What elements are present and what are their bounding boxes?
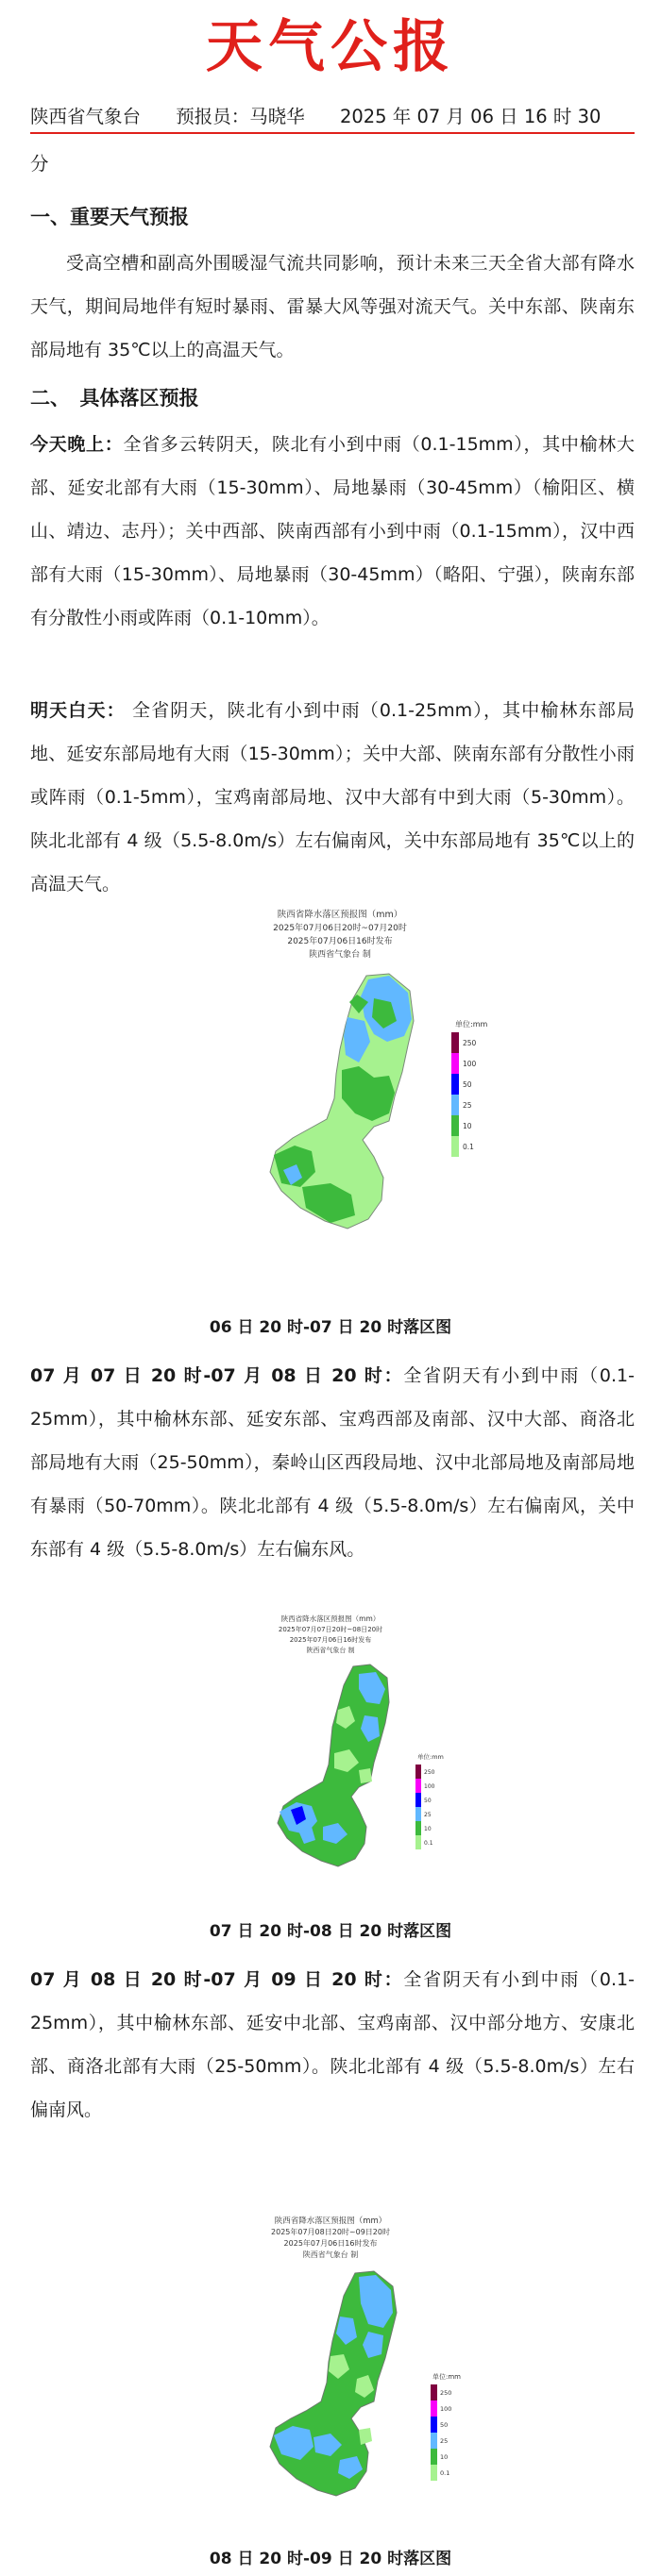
forecast-tonight-lead: 今天晚上： (30, 434, 124, 455)
legend-unit: 单位:mm (417, 1753, 444, 1761)
precip-legend (415, 1765, 421, 1849)
forecast-tomorrow-body: 全省阴天，陕北有小到中雨（0.1-25mm），其中榆林东部局地、延安东部局地有大雨（15-30mm）；关中大部、陕南东部有分散性小雨或阵雨（0.1-5mm），宝鸡南部局地、汉中大部有中到大雨（5-30mm）。陕北北部有 4 级（5.5-8.0m/s）左右偏南风，关中东部局地有 35℃以上的高温天气。 (30, 700, 635, 895)
legend-label: 25 (440, 2437, 449, 2445)
shaanxi-province-map (270, 2271, 397, 2496)
forecast-tonight-body: 全省多云转阴天，陕北有小到中雨（0.1-15mm），其中榆林大部、延安北部有大雨（15-30mm）、局地暴雨（30-45mm）（榆阳区、横山、靖边、志丹）；关中西部、陕南西部有小到中雨（0.1-15mm），汉中西部有大雨（15-30mm）、局地暴雨（30-45mm）（略阳、宁强），陕南东部有分散性小雨或阵雨（0.1-10mm）。 (30, 434, 635, 628)
precip-map-3 (198, 2213, 472, 2534)
forecast-day3-body: 全省阴天有小到中雨（0.1-25mm），其中榆林东部、延安中北部、宝鸡南部、汉中部分地方、安康北部、商洛北部有大雨（25-50mm）。陕北北部有 4 级（5.5-8.0m/s）左右偏南风。 (30, 1969, 635, 2120)
forecast-day2-body: 全省阴天有小到中雨（0.1-25mm），其中榆林东部、延安东部、宝鸡西部及南部、汉中大部、商洛北部局地有大雨（25-50mm），秦岭山区西段局地、汉中北部局地及南部局地有暴雨（50-70mm）。陕北北部有 4 级（5.5-8.0m/s）左右偏南风，关中东部有 4 级（5.5-8.0m/s）左右偏东风。 (30, 1365, 635, 1560)
section-heading-important: 一、重要天气预报 (30, 206, 189, 228)
legend-label: 100 (440, 2405, 452, 2413)
legend-unit: 单位:mm (455, 1020, 488, 1029)
precip-legend (451, 1032, 459, 1157)
issue-datetime: 2025 年 07 月 06 日 16 时 30 (339, 106, 602, 127)
legend-label: 50 (463, 1080, 472, 1089)
legend-label: 10 (440, 2453, 449, 2461)
map-title-line: 2025年07月08日20时~09日20时 (271, 2228, 390, 2236)
precip-map-2 (217, 1612, 453, 1895)
legend-label: 100 (463, 1060, 477, 1068)
precip-map-1 (189, 904, 500, 1286)
important-weather-paragraph: 受高空槽和副高外围暖湿气流共同影响，预计未来三天全省大部有降水天气，期间局地伴有短时暴雨、雷暴大风等强对流天气。关中东部、陕南东部局地有 35℃以上的高温天气。 (30, 253, 635, 360)
map-caption-1: 06 日 20 时-07 日 20 时落区图 (209, 1318, 452, 1337)
forecaster-name: 预报员：马晓华 (176, 106, 305, 127)
forecast-tomorrow (30, 689, 635, 906)
map-title-line: 陕西省气象台 制 (306, 1647, 355, 1654)
legend-label: 50 (424, 1798, 432, 1804)
legend-label: 25 (463, 1101, 472, 1110)
forecast-day3 (30, 1958, 635, 2132)
map-title-line: 陕西省气象台 制 (309, 950, 371, 960)
legend-label: 10 (463, 1122, 472, 1130)
map-title-line: 2025年07月06日16时发布 (289, 1636, 372, 1644)
section-heading-detail: 二、 具体落区预报 (30, 387, 199, 410)
forecast-day3-lead: 07 月 08 日 20 时-07 月 09 日 20 时： (30, 1969, 404, 1990)
map-title-line: 陕西省降水落区预报图（mm） (274, 2216, 387, 2226)
legend-label: 250 (463, 1039, 477, 1047)
map-title-line: 2025年07月06日16时发布 (283, 2239, 378, 2248)
map-title-line: 2025年07月06日16时发布 (287, 937, 393, 946)
map-caption-3: 08 日 20 时-09 日 20 时落区图 (209, 2550, 452, 2568)
map-title-line: 陕西省气象台 制 (302, 2250, 359, 2259)
map-title-line: 2025年07月07日20时~08日20时 (278, 1626, 383, 1633)
legend-unit: 单位:mm (432, 2373, 461, 2381)
map-caption-2: 07 日 20 时-08 日 20 时落区图 (209, 1922, 452, 1941)
issuing-office: 陕西省气象台 (30, 106, 142, 127)
precip-legend (431, 2384, 437, 2481)
shaanxi-province-map (278, 1664, 389, 1866)
forecast-tomorrow-lead: 明天白天： (30, 700, 126, 721)
header-divider (30, 132, 635, 134)
shaanxi-province-map (270, 974, 414, 1229)
legend-label: 0.1 (424, 1840, 433, 1847)
legend-label: 0.1 (463, 1143, 474, 1151)
legend-label: 0.1 (440, 2469, 450, 2477)
legend-label: 100 (424, 1783, 435, 1790)
issue-datetime-continued: 分 (30, 153, 49, 175)
forecast-day2-lead: 07 月 07 日 20 时-07 月 08 日 20 时： (30, 1365, 404, 1386)
bulletin-header (30, 104, 635, 130)
forecast-tonight (30, 423, 635, 640)
page-title: 天气公报 (206, 14, 455, 80)
legend-label: 250 (424, 1769, 435, 1776)
map-title-line: 2025年07月06日20时~07月20时 (273, 924, 407, 933)
legend-label: 25 (424, 1812, 432, 1818)
legend-label: 10 (424, 1826, 432, 1832)
map-title-line: 陕西省降水落区预报图（mm） (277, 910, 403, 920)
forecast-day2 (30, 1354, 635, 1571)
legend-label: 50 (440, 2421, 449, 2429)
legend-label: 250 (440, 2389, 452, 2397)
map-title-line: 陕西省降水落区预报图（mm） (280, 1614, 381, 1623)
